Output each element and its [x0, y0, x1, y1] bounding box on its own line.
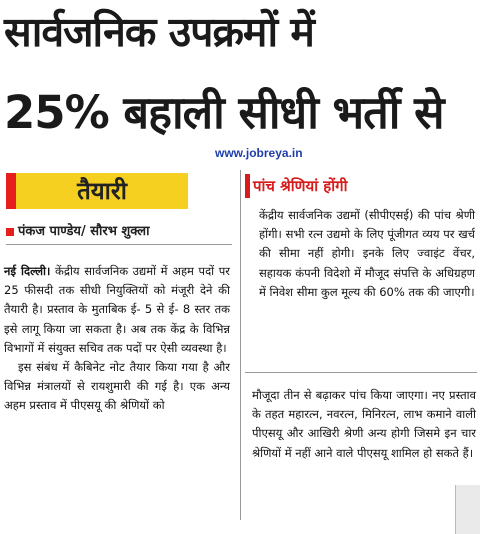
section-tag-label: तैयारी: [77, 177, 127, 205]
box-title: पांच श्रेणियां होंगी: [253, 177, 348, 195]
paragraph-3: मौजूदा तीन से बढ़ाकर पांच किया जाएगा। नए प्रस्ताव के तहत महारत्न, नवरत्न, मिनिरत्न, लाभ कमाने वाली पीएसयू और आखिरी श्रेणी अन्य होगी जिसमे इन चार श्रेणियों में नहीं आने वाले पीएसयू शामिल हो सकते हैं।: [252, 388, 476, 460]
box-accent-bar: [245, 174, 250, 198]
dateline: नई दिल्ली।: [4, 264, 51, 278]
bullet-square-icon: [6, 228, 14, 236]
paragraph-2: इस संबंध में कैबिनेट नोट तैयार किया गया है और विभिन्न मंत्रालयों से रायशुमारी की गई है। एक अन्य अहम प्रस्ताव में पीएसयू की श्रेणियों को: [4, 360, 230, 413]
article-column-right: [252, 386, 476, 463]
article-column-left: [4, 262, 230, 416]
box-body: केंद्रीय सार्वजनिक उद्यमों (सीपीएसई) की पांच श्रेणी होंगी। सभी रत्न उद्यमो के लिए पूंजीगत व्यय पर खर्च की सीमा नहीं होगी। इनके लिए ज्वाइंट वेंचर, सहायक कंपनी विदेशो में मौजूद संपत्ति के अधिग्रहण में निवेश सीमा कुल मूल्य की 60% तक की जाएगी।: [259, 208, 475, 299]
column-divider: [240, 170, 241, 520]
paragraph-1: [4, 262, 230, 358]
box-divider: [245, 372, 477, 373]
byline-divider: [6, 244, 232, 245]
sidebar-box: [245, 170, 477, 366]
section-tag: [6, 173, 188, 209]
headline-line-2: 25% बहाली सीधी भर्ती से: [4, 86, 444, 139]
site-watermark[interactable]: www.jobreya.in: [215, 146, 303, 160]
headline-line-1: सार्वजनिक उपक्रमों में: [4, 8, 314, 56]
byline-text: पंकज पाण्डेय/ सौरभ शुक्ला: [18, 224, 150, 239]
paragraph-1-text: केंद्रीय सार्वजनिक उद्यमों में अहम पदों पर 25 फीसदी तक सीधी नियुक्तियों को मंजूरी देने की तैयारी है। प्रस्ताव के मुताबिक ई- 5 से ई- 8 स्तर तक इसे लागू किया जा सकता है। अब तक केंद्र के विभिन्न विभागों में संयुक्त सचिव तक पदों पर ऐसी व्यवस्था है।: [4, 264, 230, 355]
page-corner: [455, 485, 480, 534]
byline: [6, 221, 149, 239]
